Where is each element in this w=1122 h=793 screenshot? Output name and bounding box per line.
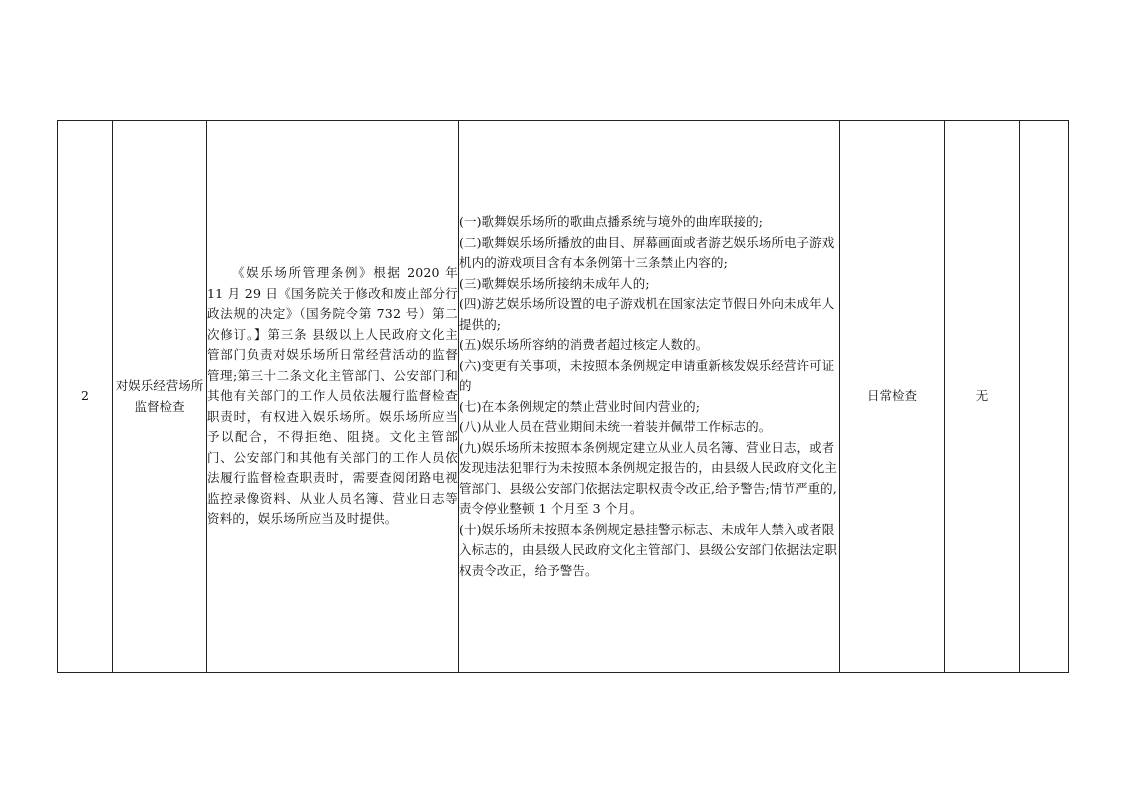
- blank-cell: [1020, 121, 1069, 673]
- content-line-5: (五)娱乐场所容纳的消费者超过核定人数的。: [459, 337, 709, 352]
- content-line-10: (十)娱乐场所未按照本条例规定悬挂警示标志、未成年人禁入或者限入标志的，由县级人民政府文化主管部门、县级公安部门依据法定职权责令改正，给予警告。: [459, 521, 838, 578]
- content-line-8: (八)从业人员在营业期间未统一着装并佩带工作标志的。: [459, 419, 772, 434]
- inspection-table: [57, 120, 1069, 673]
- content-line-3: (三)歌舞娱乐场所接纳未成年人的;: [459, 275, 650, 291]
- row-number: 2: [58, 121, 113, 673]
- content-line-4: (四)游艺娱乐场所设置的电子游戏机在国家法定节假日外向未成年人提供的;: [459, 296, 835, 332]
- content-line-6: (六)变更有关事项，未按照本条例规定申请重新核发娱乐经营许可证的: [459, 357, 835, 393]
- content-line-1: (一)歌舞娱乐场所的歌曲点播系统与境外的曲库联接的;: [459, 214, 764, 229]
- inspection-item: 对娱乐经营场所监督检查: [113, 121, 207, 673]
- legal-basis-text: 《娱乐场所管理条例》根据 2020 年 11 月 29 日《国务院关于修改和废止部分行政法规的决定》（国务院令第 732 号）第二次修订。】第三条 县级以上人民政府文化主管部门负责对娱乐场所日常经营活动的监督管理;第三十二条文化主管部门、公安部门和其他有关部门的工作人员依法履行监督检查职责时，有权进入娱乐场所。娱乐场所应当予以配合，不得拒绝、阻挠。文化主管部门、公安部门和其他有关部门的工作人员依法履行监督检查职责时，需要查阅闭路电视监控录像资料、从业人员名簿、营业日志等资料的，娱乐场所应当及时提供。: [207, 265, 458, 527]
- content-line-2: (二)歌舞娱乐场所播放的曲目、屏幕画面或者游艺娱乐场所电子游戏机内的游戏项目含有本条例第十三条禁止内容的;: [459, 234, 835, 270]
- inspection-method: 日常检查: [840, 121, 945, 673]
- table-row: [58, 121, 1069, 673]
- content-line-7: (七)在本条例规定的禁止营业时间内营业的;: [459, 398, 701, 414]
- inspection-content-cell: [459, 121, 840, 673]
- legal-basis-cell: [207, 121, 459, 673]
- inspection-note: 无: [945, 121, 1020, 673]
- content-line-9: (九)娱乐场所未按照本条例规定建立从业人员名簿、营业日志，或者发现违法犯罪行为未按照本条例规定报告的，由县级人民政府文化主管部门、县级公安部门依据法定职权责令改正,给予警告;情节严重的,责令停业整顿 1 个月至 3 个月。: [459, 439, 838, 516]
